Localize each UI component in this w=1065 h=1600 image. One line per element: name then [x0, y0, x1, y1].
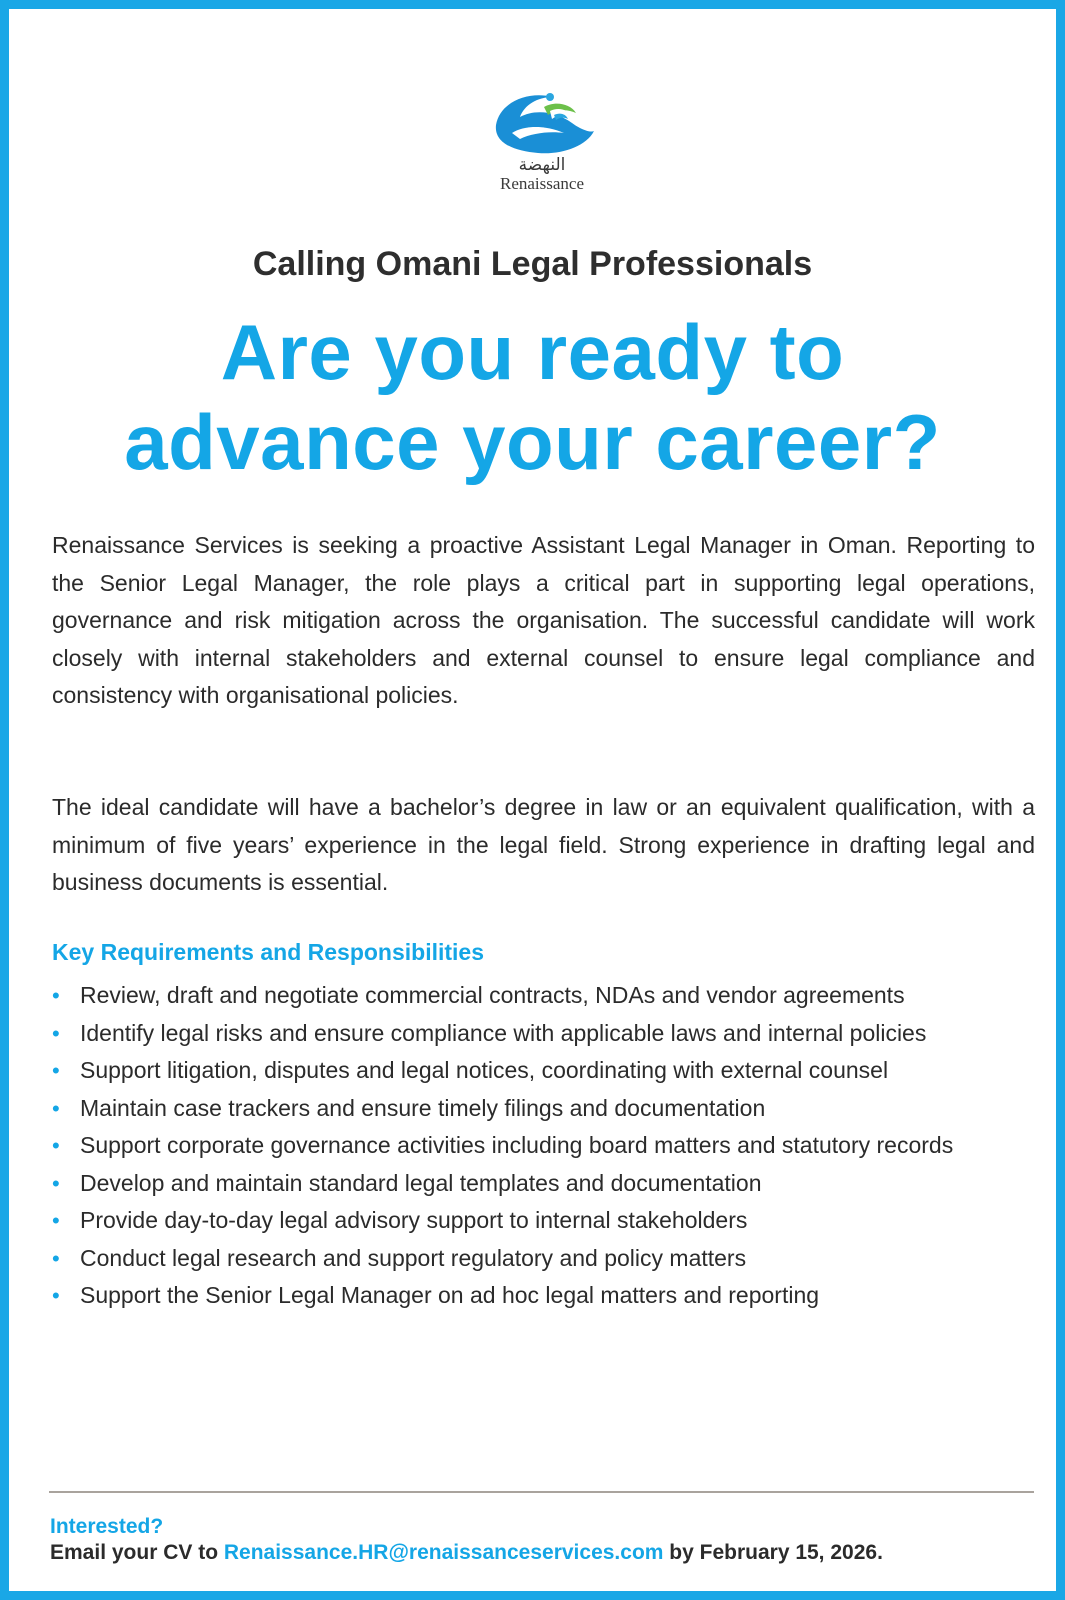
job-description-paragraph: Renaissance Services is seeking a proactive Assistant Legal Manager in Oman. Reporting to the Senior Legal Manager, the role plays a critical part in supporting legal operations, governance and risk mitigation across the organisation. The successful candidate will work closely with internal stakeholders and external counsel to ensure legal compliance and consistency with organisational policies. — [52, 532, 1035, 708]
logo-english-text: Renaissance — [499, 174, 585, 193]
subtitle: Calling Omani Legal Professionals — [252, 245, 813, 283]
list-item: • Identify legal risks and ensure compliance with applicable laws and internal policies — [52, 1015, 1035, 1053]
headline-line-1: Are you ready to — [220, 308, 845, 396]
contact-line — [50, 1541, 883, 1565]
list-item: • Maintain case trackers and ensure timely filings and documentation — [52, 1090, 1035, 1128]
contact-deadline: by February 15, 2026. — [663, 1541, 883, 1564]
list-item: • Support the Senior Legal Manager on ad hoc legal matters and reporting — [52, 1277, 1035, 1315]
list-item: • Support corporate governance activities including board matters and statutory records — [52, 1127, 1035, 1165]
renaissance-logo-icon — [490, 89, 594, 157]
headline-line-2: advance your career? — [124, 398, 941, 486]
company-logo — [487, 89, 597, 199]
email-link[interactable]: Renaissance.HR@renaissanceservices.com — [223, 1541, 664, 1564]
list-item: • Conduct legal research and support regulatory and policy matters — [52, 1240, 1035, 1278]
list-item: • Review, draft and negotiate commercial contracts, NDAs and vendor agreements — [52, 977, 1035, 1015]
logo-arabic-text: النهضة — [518, 155, 566, 175]
headline — [9, 307, 1056, 487]
candidate-profile-paragraph: The ideal candidate will have a bachelor’s degree in law or an equivalent qualification, with a minimum of five years’ experience in the legal field. Strong experience in drafting legal and business documents is essential. — [52, 794, 1035, 895]
list-item: • Support litigation, disputes and legal notices, coordinating with external counsel — [52, 1052, 1035, 1090]
requirements-list — [52, 977, 1035, 1315]
list-item: • Develop and maintain standard legal templates and documentation — [52, 1165, 1035, 1203]
list-item: • Provide day-to-day legal advisory support to internal stakeholders — [52, 1202, 1035, 1240]
interested-heading: Interested? — [50, 1515, 164, 1538]
contact-prefix: Email your CV to — [50, 1541, 224, 1564]
requirements-title: Key Requirements and Responsibilities — [52, 939, 485, 965]
divider — [49, 1491, 1034, 1493]
